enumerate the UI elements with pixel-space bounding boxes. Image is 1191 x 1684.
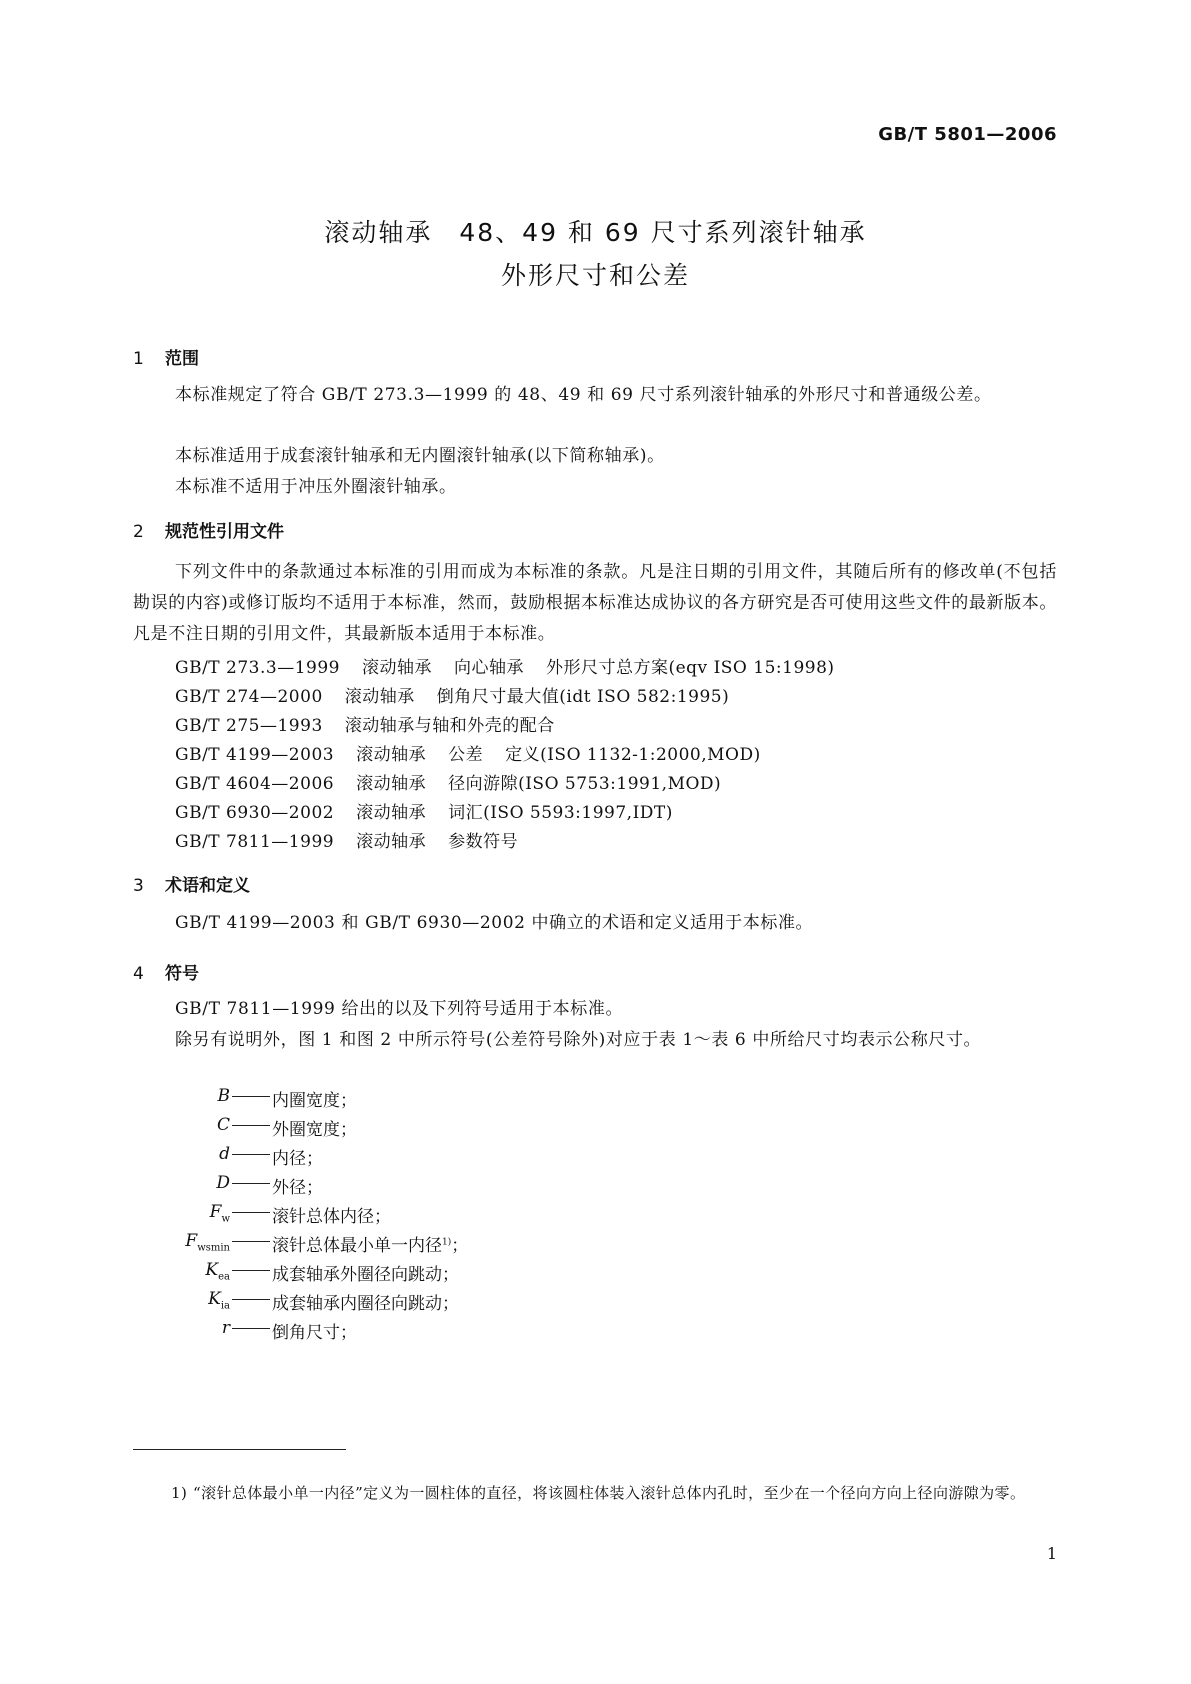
section-number: 2 bbox=[133, 522, 144, 542]
footnote bbox=[173, 1478, 1057, 1509]
em-dash bbox=[230, 1173, 272, 1198]
em-dash bbox=[230, 1318, 272, 1343]
reference-title-part: 滚动轴承 bbox=[344, 687, 415, 707]
section-3-paragraph-1: GB/T 4199—2003 和 GB/T 6930—2002 中确立的术语和定义适用于本标准。 bbox=[175, 913, 814, 933]
document-title-line2: 外形尺寸和公差 bbox=[500, 261, 690, 290]
reference-code: GB/T 4604—2006 bbox=[175, 774, 335, 794]
symbol-description: 成套轴承内圈径向跳动； bbox=[272, 1294, 459, 1314]
document-title-line1: 滚动轴承 48、49 和 69 尺寸系列滚针轴承 bbox=[324, 218, 867, 247]
symbol-definition bbox=[120, 1115, 760, 1140]
section-1-heading bbox=[133, 344, 199, 369]
symbol-definition bbox=[120, 1260, 760, 1285]
reference-title-part: 滚动轴承与轴和外壳的配合 bbox=[344, 716, 555, 736]
reference-title-part: 参数符号 bbox=[448, 832, 519, 852]
reference-code: GB/T 4199—2003 bbox=[175, 745, 335, 765]
reference-title-part: 滚动轴承 bbox=[356, 803, 427, 823]
symbol-description: 滚针总体内径； bbox=[272, 1207, 391, 1227]
reference-code: GB/T 273.3—1999 bbox=[175, 658, 340, 678]
section-number: 1 bbox=[133, 349, 144, 369]
reference-item bbox=[175, 769, 743, 794]
em-dash bbox=[230, 1202, 272, 1227]
section-1-paragraph-3: 本标准不适用于冲压外圈滚针轴承。 bbox=[175, 477, 457, 497]
em-dash bbox=[230, 1144, 272, 1169]
footnote-number: 1) bbox=[171, 1484, 188, 1502]
reference-item bbox=[175, 653, 857, 678]
symbol: d bbox=[219, 1144, 230, 1164]
symbol-description: 倒角尺寸； bbox=[272, 1323, 357, 1343]
symbol-description: 成套轴承外圈径向跳动； bbox=[272, 1265, 459, 1285]
symbol-description: 内圈宽度； bbox=[272, 1091, 357, 1111]
reference-code: GB/T 274—2000 bbox=[175, 687, 323, 707]
reference-title-part: 外形尺寸总方案(eqv ISO 15:1998) bbox=[545, 658, 835, 678]
reference-code: GB/T 6930—2002 bbox=[175, 803, 335, 823]
footnote-separator bbox=[133, 1449, 346, 1450]
symbol: B bbox=[217, 1086, 230, 1106]
symbol-definition bbox=[120, 1318, 760, 1343]
symbol-definition bbox=[120, 1289, 760, 1314]
symbol-description: 外径； bbox=[272, 1178, 323, 1198]
symbol: $F_{wsmin}$ bbox=[185, 1231, 230, 1254]
em-dash bbox=[230, 1289, 272, 1314]
section-4-paragraph-1: GB/T 7811—1999 给出的以及下列符号适用于本标准。 bbox=[175, 999, 624, 1019]
footnote-text: “滚针总体最小单一内径”定义为一圆柱体的直径，将该圆柱体装入滚针总体内孔时，至少在一个径向方向上径向游隙为零。 bbox=[193, 1484, 1026, 1502]
section-title: 规范性引用文件 bbox=[165, 522, 284, 542]
reference-code: GB/T 7811—1999 bbox=[175, 832, 335, 852]
em-dash bbox=[230, 1260, 272, 1285]
reference-item bbox=[175, 682, 751, 707]
standard-number: GB/T 5801—2006 bbox=[878, 124, 1057, 145]
symbol: C bbox=[216, 1115, 230, 1135]
symbol-definition bbox=[120, 1086, 760, 1111]
symbol: D bbox=[216, 1173, 230, 1193]
section-number: 4 bbox=[133, 964, 144, 984]
em-dash bbox=[230, 1086, 272, 1111]
section-1-paragraph-1: 本标准规定了符合 GB/T 273.3—1999 的 48、49 和 69 尺寸系列滚针轴承的外形尺寸和普通级公差。 bbox=[175, 385, 992, 405]
section-1-paragraph-2: 本标准适用于成套滚针轴承和无内圈滚针轴承(以下简称轴承)。 bbox=[175, 446, 665, 466]
reference-title-part: 滚动轴承 bbox=[356, 774, 427, 794]
symbol-definition bbox=[120, 1173, 760, 1198]
em-dash bbox=[230, 1115, 272, 1140]
symbol-description: 滚针总体最小单一内径$^{1)}$； bbox=[272, 1236, 469, 1256]
reference-item bbox=[175, 798, 695, 823]
section-title: 范围 bbox=[165, 349, 199, 369]
section-4-heading bbox=[133, 959, 199, 984]
symbol-definition bbox=[120, 1231, 760, 1256]
reference-title-part: 公差 bbox=[448, 745, 484, 765]
section-2-paragraph-1: 下列文件中的条款通过本标准的引用而成为本标准的条款。凡是注日期的引用文件，其随后所有的修改单(不包括勘误的内容)或修订版均不适用于本标准，然而，鼓励根据本标准达成协议的各方研究是否可使用这些文件的最新版本。凡是不注日期的引用文件，其最新版本适用于本标准。 bbox=[133, 562, 1057, 644]
section-number: 3 bbox=[133, 876, 144, 896]
section-4-paragraph-2: 除另有说明外，图 1 和图 2 中所示符号(公差符号除外)对应于表 1～表 6 中所给尺寸均表示公称尺寸。 bbox=[175, 1030, 982, 1050]
section-2-heading bbox=[133, 517, 284, 542]
reference-title-part: 定义(ISO 1132-1:2000,MOD) bbox=[505, 745, 761, 765]
reference-item bbox=[175, 711, 577, 736]
section-title: 术语和定义 bbox=[165, 876, 250, 896]
reference-title-part: 滚动轴承 bbox=[356, 832, 427, 852]
symbol: r bbox=[221, 1318, 230, 1338]
symbol-description: 外圈宽度； bbox=[272, 1120, 357, 1140]
reference-title-part: 向心轴承 bbox=[453, 658, 524, 678]
reference-title-part: 径向游隙(ISO 5753:1991,MOD) bbox=[448, 774, 722, 794]
section-title: 符号 bbox=[165, 964, 199, 984]
reference-item bbox=[175, 827, 540, 852]
section-3-heading bbox=[133, 871, 250, 896]
symbol-definition bbox=[120, 1144, 760, 1169]
reference-title-part: 词汇(ISO 5593:1997,IDT) bbox=[448, 803, 673, 823]
symbol-description: 内径； bbox=[272, 1149, 323, 1169]
footnote-marker: 1) bbox=[442, 1237, 452, 1248]
reference-title-part: 滚动轴承 bbox=[361, 658, 432, 678]
symbol-definition bbox=[120, 1202, 760, 1227]
reference-title-part: 倒角尺寸最大值(idt ISO 582:1995) bbox=[436, 687, 730, 707]
symbol: $K_{ea}$ bbox=[205, 1260, 230, 1283]
reference-title-part: 滚动轴承 bbox=[356, 745, 427, 765]
symbol: $K_{ia}$ bbox=[208, 1289, 230, 1312]
symbol: $F_w$ bbox=[209, 1202, 230, 1225]
em-dash bbox=[230, 1231, 272, 1256]
reference-code: GB/T 275—1993 bbox=[175, 716, 323, 736]
reference-item bbox=[175, 740, 783, 765]
page-number: 1 bbox=[1046, 1544, 1057, 1563]
